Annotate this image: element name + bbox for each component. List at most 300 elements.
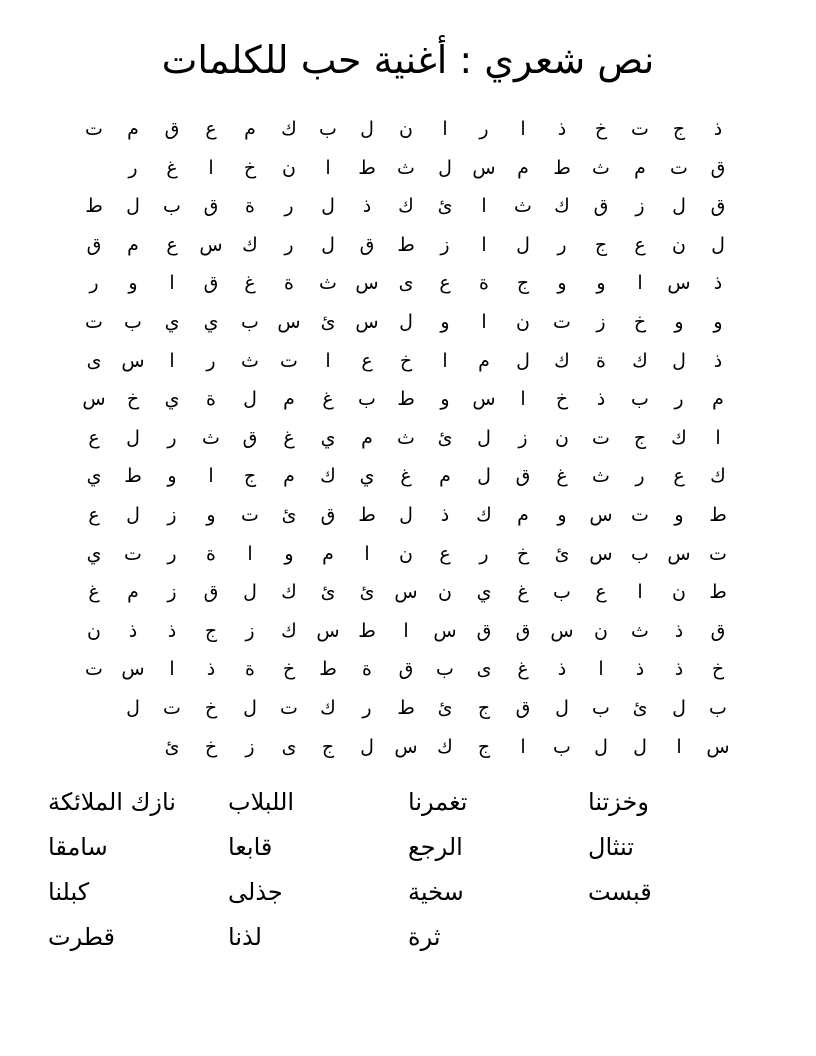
grid-letter: ق xyxy=(710,195,726,218)
grid-letter: ل xyxy=(633,735,647,758)
grid-letter: ا xyxy=(481,195,487,218)
grid-letter: ك xyxy=(398,195,414,218)
grid-letter: غ xyxy=(166,156,178,179)
grid-letter: ك xyxy=(554,349,570,372)
grid-letter: و xyxy=(440,388,450,411)
grid-letter: ا xyxy=(442,349,448,372)
grid-row xyxy=(82,110,732,149)
grid-letter: ط xyxy=(319,658,337,681)
grid-letter: ق xyxy=(476,619,492,642)
grid-letter: ك xyxy=(281,581,297,604)
grid-letter: خ xyxy=(555,388,569,411)
grid-letter: م xyxy=(478,349,490,372)
grid-letter: ا xyxy=(169,349,175,372)
word-list-item: قابعا xyxy=(228,833,273,861)
grid-letter: ج xyxy=(516,272,530,295)
grid-letter: ق xyxy=(86,233,102,256)
grid-letter: ك xyxy=(281,118,297,140)
grid-letter: ل xyxy=(243,696,257,719)
grid-letter: م xyxy=(127,118,139,140)
grid-letter: ذ xyxy=(557,118,567,140)
grid-letter: ا xyxy=(520,118,526,140)
grid-letter: م xyxy=(634,156,646,179)
grid-letter: ل xyxy=(126,426,140,449)
grid-letter: ط xyxy=(124,465,142,488)
grid-letter: غ xyxy=(322,388,334,411)
grid-letter: ة xyxy=(362,658,372,681)
grid-letter: ا xyxy=(169,272,175,295)
grid-letter: خ xyxy=(243,156,257,179)
grid-letter: ز xyxy=(167,581,177,604)
grid-letter: ا xyxy=(208,465,214,488)
grid-letter: ة xyxy=(245,195,255,218)
grid-letter: ن xyxy=(594,619,608,642)
grid-letter: ن xyxy=(399,118,413,140)
grid-letter: ذ xyxy=(713,272,723,295)
grid-letter: م xyxy=(127,581,139,604)
grid-letter: ل xyxy=(672,696,686,719)
grid-letter: ع xyxy=(88,503,100,526)
grid-row xyxy=(82,149,732,188)
grid-letter: خ xyxy=(204,735,218,758)
grid-letter: ت xyxy=(280,349,298,372)
grid-letter: ي xyxy=(320,426,336,449)
grid-letter: ذ xyxy=(557,658,567,681)
grid-letter: ت xyxy=(85,658,103,681)
grid-row xyxy=(82,380,732,419)
grid-letter: ع xyxy=(595,581,607,604)
grid-letter: ي xyxy=(164,310,180,333)
grid-letter: ر xyxy=(362,696,372,719)
grid-row xyxy=(82,457,732,496)
grid-letter: ة xyxy=(596,349,606,372)
word-search-grid xyxy=(82,110,732,766)
grid-letter: ب xyxy=(241,310,259,333)
grid-letter: و xyxy=(206,503,216,526)
grid-letter: ن xyxy=(87,619,101,642)
grid-letter: س xyxy=(394,735,418,758)
grid-letter: ث xyxy=(241,349,259,372)
grid-letter: ز xyxy=(245,619,255,642)
grid-letter: ن xyxy=(438,581,452,604)
grid-letter: ز xyxy=(518,426,528,449)
grid-letter: ئ xyxy=(437,696,453,719)
grid-letter: ط xyxy=(709,581,727,604)
grid-letter: ا xyxy=(364,542,370,565)
grid-letter: ت xyxy=(592,426,610,449)
grid-letter: ق xyxy=(398,658,414,681)
grid-letter: ي xyxy=(86,465,102,488)
grid-letter: ئ xyxy=(437,195,453,218)
grid-row xyxy=(82,264,732,303)
grid-letter: ر xyxy=(635,465,645,488)
grid-letter: ت xyxy=(280,696,298,719)
grid-letter: ل xyxy=(126,696,140,719)
grid-letter: ت xyxy=(670,156,688,179)
grid-letter: ا xyxy=(169,658,175,681)
grid-letter: ا xyxy=(637,272,643,295)
grid-row xyxy=(82,689,732,728)
grid-letter: ل xyxy=(360,118,374,140)
grid-letter: و xyxy=(713,310,723,333)
grid-letter: ق xyxy=(203,272,219,295)
grid-letter: ل xyxy=(672,349,686,372)
grid-letter: س xyxy=(394,581,418,604)
grid-letter: ب xyxy=(163,195,181,218)
grid-letter: ر xyxy=(674,388,684,411)
grid-letter: ق xyxy=(515,465,531,488)
grid-letter: ئ xyxy=(164,735,180,758)
grid-letter: غ xyxy=(517,581,529,604)
grid-letter: خ xyxy=(204,696,218,719)
word-list-item: تغمرنا xyxy=(408,788,468,816)
grid-letter: ث xyxy=(631,619,649,642)
grid-letter: ر xyxy=(479,118,489,140)
grid-letter: ث xyxy=(397,426,415,449)
grid-letter: ل xyxy=(399,310,413,333)
grid-letter: ر xyxy=(284,195,294,218)
grid-row xyxy=(82,650,732,689)
grid-letter: س xyxy=(199,233,223,256)
grid-letter: ا xyxy=(520,735,526,758)
grid-letter: ر xyxy=(89,272,99,295)
grid-letter: ذ xyxy=(674,658,684,681)
grid-letter: س xyxy=(472,156,496,179)
grid-letter: ل xyxy=(516,349,530,372)
grid-letter: ج xyxy=(672,118,686,140)
grid-letter: ت xyxy=(241,503,259,526)
grid-letter: س xyxy=(550,619,574,642)
grid-row xyxy=(82,535,732,574)
grid-letter: غ xyxy=(556,465,568,488)
word-list-item: ثرة xyxy=(408,923,441,951)
grid-letter: ي xyxy=(86,542,102,565)
grid-letter: ط xyxy=(553,156,571,179)
grid-letter: ئ xyxy=(281,503,297,526)
grid-letter: ل xyxy=(399,503,413,526)
grid-letter: ق xyxy=(320,503,336,526)
grid-letter: س xyxy=(355,310,379,333)
word-list-item: قبست xyxy=(588,878,652,906)
word-list-item: كبلنا xyxy=(48,878,90,906)
grid-letter: خ xyxy=(399,349,413,372)
grid-letter: ا xyxy=(598,658,604,681)
grid-letter: م xyxy=(322,542,334,565)
grid-letter: ي xyxy=(164,388,180,411)
grid-letter: غ xyxy=(400,465,412,488)
grid-letter: ج xyxy=(594,233,608,256)
grid-letter: ا xyxy=(208,156,214,179)
grid-letter: س xyxy=(667,272,691,295)
grid-letter: و xyxy=(674,503,684,526)
grid-letter: ب xyxy=(631,388,649,411)
grid-letter: ب xyxy=(124,310,142,333)
grid-letter: ا xyxy=(325,156,331,179)
grid-letter: غ xyxy=(283,426,295,449)
grid-letter: ل xyxy=(126,195,140,218)
grid-letter: ق xyxy=(203,581,219,604)
grid-letter: ن xyxy=(672,233,686,256)
word-list-item: سامقا xyxy=(48,833,108,861)
grid-letter: ل xyxy=(555,696,569,719)
grid-letter: ط xyxy=(358,619,376,642)
grid-letter: ب xyxy=(436,658,454,681)
grid-row xyxy=(82,612,732,651)
grid-letter: و xyxy=(128,272,138,295)
grid-letter: ل xyxy=(321,195,335,218)
grid-letter: و xyxy=(557,272,567,295)
grid-letter: ق xyxy=(203,195,219,218)
grid-letter: ي xyxy=(359,465,375,488)
grid-letter: م xyxy=(517,156,529,179)
grid-letter: ى xyxy=(476,658,492,681)
grid-letter: ق xyxy=(593,195,609,218)
grid-letter: ق xyxy=(242,426,258,449)
grid-letter: ئ xyxy=(437,426,453,449)
grid-letter: ذ xyxy=(596,388,606,411)
grid-letter: ذ xyxy=(635,658,645,681)
grid-letter: س xyxy=(667,542,691,565)
grid-letter: ك xyxy=(710,465,726,488)
grid-letter: ة xyxy=(245,658,255,681)
grid-letter: ذ xyxy=(362,195,372,218)
grid-letter: ل xyxy=(243,388,257,411)
grid-letter: ت xyxy=(631,118,649,140)
grid-letter: و xyxy=(557,503,567,526)
grid-letter: ل xyxy=(126,503,140,526)
grid-letter: ك xyxy=(242,233,258,256)
grid-letter: ك xyxy=(281,619,297,642)
grid-letter: ك xyxy=(671,426,687,449)
word-list-item: نازك الملائكة xyxy=(48,788,176,816)
grid-letter: ج xyxy=(243,465,257,488)
grid-letter: ج xyxy=(633,426,647,449)
grid-letter: م xyxy=(244,118,256,140)
grid-letter: ك xyxy=(320,465,336,488)
grid-letter: ر xyxy=(167,426,177,449)
grid-letter: ا xyxy=(715,426,721,449)
grid-letter: ذ xyxy=(674,619,684,642)
grid-letter: ع xyxy=(88,426,100,449)
grid-letter: ز xyxy=(440,233,450,256)
grid-letter: ئ xyxy=(632,696,648,719)
grid-row xyxy=(82,187,732,226)
grid-letter: ة xyxy=(206,542,216,565)
grid-letter: س xyxy=(355,272,379,295)
grid-letter: ك xyxy=(632,349,648,372)
grid-letter: ز xyxy=(635,195,645,218)
grid-letter: خ xyxy=(711,658,725,681)
word-list xyxy=(0,780,816,980)
grid-letter: ة xyxy=(206,388,216,411)
grid-letter: ث xyxy=(319,272,337,295)
grid-letter: خ xyxy=(633,310,647,333)
grid-letter: ت xyxy=(709,542,727,565)
grid-letter: ع xyxy=(205,118,217,140)
grid-letter: س xyxy=(82,388,106,411)
grid-letter: م xyxy=(361,426,373,449)
grid-letter: ئ xyxy=(320,581,336,604)
grid-row xyxy=(82,303,732,342)
grid-letter: ط xyxy=(397,233,415,256)
grid-letter: م xyxy=(712,388,724,411)
grid-letter: ع xyxy=(439,542,451,565)
grid-letter: ا xyxy=(481,310,487,333)
grid-letter: ا xyxy=(403,619,409,642)
grid-letter: ع xyxy=(361,349,373,372)
grid-letter: ث xyxy=(514,195,532,218)
grid-letter: ل xyxy=(321,233,335,256)
grid-letter: غ xyxy=(517,658,529,681)
grid-letter: خ xyxy=(594,118,608,140)
grid-letter: ج xyxy=(321,735,335,758)
grid-letter: خ xyxy=(516,542,530,565)
grid-letter: ت xyxy=(163,696,181,719)
grid-letter: ت xyxy=(85,118,103,140)
grid-letter: ن xyxy=(282,156,296,179)
grid-letter: و xyxy=(440,310,450,333)
grid-letter: و xyxy=(167,465,177,488)
grid-letter: س xyxy=(589,503,613,526)
grid-letter: ز xyxy=(245,735,255,758)
grid-letter: ل xyxy=(477,426,491,449)
word-list-item: لذنا xyxy=(228,923,262,951)
grid-letter: ط xyxy=(358,156,376,179)
grid-letter: غ xyxy=(244,272,256,295)
grid-letter: ر xyxy=(206,349,216,372)
grid-letter: ر xyxy=(128,156,138,179)
grid-letter: ر xyxy=(479,542,489,565)
page-title: نص شعري : أغنية حب للكلمات xyxy=(161,38,655,82)
grid-row xyxy=(82,496,732,535)
word-list-item: سخية xyxy=(408,878,464,906)
grid-letter: ت xyxy=(85,310,103,333)
grid-letter: ئ xyxy=(320,310,336,333)
grid-letter: ب xyxy=(358,388,376,411)
grid-letter: س xyxy=(589,542,613,565)
grid-letter: ك xyxy=(320,696,336,719)
grid-letter: ل xyxy=(243,581,257,604)
grid-letter: ئ xyxy=(359,581,375,604)
grid-row xyxy=(82,419,732,458)
grid-letter: ر xyxy=(167,542,177,565)
grid-letter: ب xyxy=(319,118,337,140)
grid-letter: م xyxy=(283,465,295,488)
grid-letter: ز xyxy=(167,503,177,526)
grid-letter: م xyxy=(283,388,295,411)
grid-letter: ذ xyxy=(713,349,723,372)
word-list-item: الرجع xyxy=(408,833,463,861)
grid-letter: س xyxy=(433,619,457,642)
grid-letter: ج xyxy=(204,619,218,642)
grid-letter: س xyxy=(121,349,145,372)
grid-letter: ا xyxy=(442,118,448,140)
grid-letter: ث xyxy=(592,465,610,488)
grid-letter: خ xyxy=(126,388,140,411)
grid-row xyxy=(82,728,732,767)
grid-letter: م xyxy=(517,503,529,526)
grid-letter: ا xyxy=(520,388,526,411)
grid-letter: ع xyxy=(166,233,178,256)
word-list-item: قطرت xyxy=(48,923,115,951)
grid-letter: ق xyxy=(515,696,531,719)
grid-letter: ل xyxy=(672,195,686,218)
grid-letter: ز xyxy=(596,310,606,333)
grid-letter: ت xyxy=(631,503,649,526)
grid-letter: م xyxy=(127,233,139,256)
grid-letter: ن xyxy=(399,542,413,565)
grid-letter: ط xyxy=(397,388,415,411)
grid-letter: ر xyxy=(284,233,294,256)
grid-letter: خ xyxy=(282,658,296,681)
grid-letter: ك xyxy=(437,735,453,758)
grid-letter: ة xyxy=(479,272,489,295)
grid-letter: ل xyxy=(594,735,608,758)
grid-row xyxy=(82,342,732,381)
grid-letter: ي xyxy=(203,310,219,333)
grid-letter: ل xyxy=(360,735,374,758)
grid-letter: ع xyxy=(673,465,685,488)
grid-letter: ر xyxy=(557,233,567,256)
grid-letter: ب xyxy=(553,735,571,758)
grid-letter: س xyxy=(277,310,301,333)
grid-letter: ث xyxy=(397,156,415,179)
grid-letter: ذ xyxy=(440,503,450,526)
grid-letter: و xyxy=(674,310,684,333)
grid-letter: ل xyxy=(516,233,530,256)
grid-letter: ق xyxy=(515,619,531,642)
word-list-item: تنثال xyxy=(588,833,634,861)
grid-letter: و xyxy=(284,542,294,565)
grid-letter: ط xyxy=(358,503,376,526)
grid-letter: غ xyxy=(88,581,100,604)
grid-letter: ة xyxy=(284,272,294,295)
grid-letter: ب xyxy=(553,581,571,604)
grid-letter: ى xyxy=(398,272,414,295)
grid-letter: ن xyxy=(672,581,686,604)
grid-letter: ع xyxy=(439,272,451,295)
word-list-item: وخزتنا xyxy=(588,788,649,816)
grid-letter: ى xyxy=(86,349,102,372)
grid-letter: ب xyxy=(631,542,649,565)
grid-letter: ط xyxy=(85,195,103,218)
grid-letter: س xyxy=(706,735,730,758)
grid-letter: س xyxy=(316,619,340,642)
grid-letter: س xyxy=(472,388,496,411)
grid-letter: ب xyxy=(592,696,610,719)
grid-letter: ل xyxy=(477,465,491,488)
grid-letter: ت xyxy=(553,310,571,333)
grid-letter: ج xyxy=(477,735,491,758)
grid-letter: ئ xyxy=(554,542,570,565)
grid-letter: ن xyxy=(516,310,530,333)
grid-letter: ق xyxy=(710,156,726,179)
grid-letter: ل xyxy=(711,233,725,256)
grid-letter: م xyxy=(439,465,451,488)
grid-letter: ن xyxy=(555,426,569,449)
grid-letter: ذ xyxy=(167,619,177,642)
grid-letter: ذ xyxy=(713,118,723,140)
grid-letter: ذ xyxy=(206,658,216,681)
grid-letter: و xyxy=(596,272,606,295)
grid-letter: ذ xyxy=(128,619,138,642)
grid-row xyxy=(82,573,732,612)
grid-letter: ع xyxy=(634,233,646,256)
grid-letter: ي xyxy=(476,581,492,604)
grid-letter: ى xyxy=(281,735,297,758)
grid-letter: ك xyxy=(554,195,570,218)
grid-letter: ج xyxy=(477,696,491,719)
